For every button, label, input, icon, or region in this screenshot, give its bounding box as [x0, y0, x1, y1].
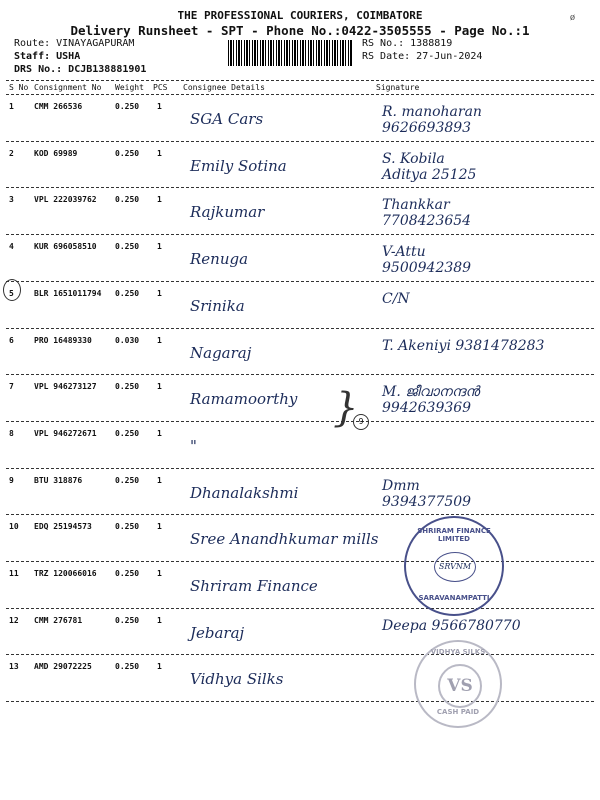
row-pcs: 1	[157, 522, 162, 532]
row-pcs: 1	[157, 288, 162, 298]
row-divider	[6, 281, 594, 282]
row-weight: 0.250	[115, 522, 140, 532]
stamp-text-center: SRVNM	[434, 552, 476, 582]
row-signature: T. Akeniyi 9381478283	[382, 337, 545, 354]
col-header-weight: Weight	[115, 83, 144, 92]
row-consignee: Ramamoorthy	[190, 390, 298, 409]
row-consignee: Sree Anandhkumar mills	[190, 530, 379, 549]
col-header-pcs: PCS	[153, 83, 168, 92]
row-consignee: SGA Cars	[190, 110, 264, 128]
row-consignment-no: CMM 276781	[34, 615, 83, 625]
row-signature-extra: 9626693893	[382, 120, 472, 136]
row-weight: 0.250	[115, 102, 140, 111]
row-pcs: 1	[157, 382, 162, 392]
rs-number: RS No.: 1388819	[362, 38, 453, 49]
row-sno: 1	[9, 102, 14, 111]
rs-date: RS Date: 27-Jun-2024	[362, 51, 483, 62]
row-consignment-no: AMD 29072225	[34, 662, 92, 672]
staff-text: Staff: USHA	[14, 51, 81, 62]
row-divider	[6, 374, 594, 375]
row-weight: 0.250	[115, 195, 140, 205]
row-weight: 0.250	[115, 242, 140, 252]
row-pcs: 1	[157, 335, 162, 345]
stamp-text-top: SHRIRAM FINANCE LIMITED	[417, 527, 491, 543]
row-pcs: 1	[157, 615, 162, 625]
row-weight: 0.250	[115, 569, 140, 578]
row-weight: 0.250	[115, 428, 140, 438]
col-header-sno: S No	[9, 83, 29, 92]
row-divider	[6, 328, 594, 329]
row-weight: 0.250	[115, 662, 140, 672]
route-text: Route: VINAYAGAPURAM	[14, 38, 135, 49]
row-sno: 2	[9, 148, 14, 158]
row-consignee: "	[190, 436, 197, 455]
corner-mark: ø	[570, 12, 575, 23]
row-consignment-no: VPL 946272671	[34, 428, 97, 438]
row-sno: 6	[9, 335, 14, 345]
row-consignee: Rajkumar	[190, 203, 265, 222]
row-signature: M. ജീവാനന്ദൻ	[382, 384, 480, 401]
row-sno: 13	[9, 662, 19, 672]
row-pcs: 1	[157, 475, 162, 485]
row-weight: 0.030	[115, 335, 140, 345]
row-divider	[6, 654, 594, 655]
row-consignment-no: BLR 1651011794	[34, 288, 102, 298]
stamp-logo: VS	[438, 664, 482, 708]
stamp-text-top: VIDHYA SILKS	[430, 648, 486, 656]
row-sno: 5	[9, 288, 14, 298]
row-sno: 3	[9, 195, 14, 205]
row-sno: 4	[9, 242, 14, 252]
row-consignee: Jebaraj	[190, 623, 245, 642]
row-signature-extra: 9394377509	[382, 493, 472, 510]
row-pcs: 1	[157, 662, 162, 672]
row-pcs: 1	[157, 148, 162, 158]
row-divider	[6, 608, 594, 609]
row-consignment-no: VPL 222039762	[34, 195, 97, 205]
row-signature-extra: 7708423654	[382, 213, 472, 230]
row-weight: 0.250	[115, 148, 140, 158]
row-sno: 9	[9, 475, 14, 485]
row7-8-circle-mark: 9	[353, 414, 369, 430]
runsheet-subtitle: Delivery Runsheet - SPT - Phone No.:0422-3505555 - Page No.:1	[70, 23, 530, 38]
row-consignment-no: PRO 16489330	[34, 335, 92, 345]
row-weight: 0.250	[115, 382, 140, 392]
row-signature: Thankkar	[382, 197, 450, 214]
drs-number: DRS No.: DCJB138881901	[14, 64, 147, 75]
row-weight: 0.250	[115, 475, 140, 485]
row-divider	[6, 701, 594, 702]
row-signature: Deepa 9566780770	[382, 617, 521, 634]
row-sno: 8	[9, 428, 14, 438]
brace-mark: }	[333, 385, 359, 431]
row-signature: V-Attu	[382, 244, 426, 261]
row5-circle-mark	[3, 279, 21, 301]
vidhya-silks-stamp	[414, 640, 502, 728]
row-sno: 10	[9, 522, 19, 532]
row-sno: 7	[9, 382, 14, 392]
row-consignee: Emily Sotina	[190, 156, 287, 175]
row-divider	[6, 468, 594, 469]
row-pcs: 1	[157, 428, 162, 438]
row-consignee: Shriram Finance	[190, 577, 318, 595]
row-signature-extra: 9500942389	[382, 260, 472, 277]
row-signature: Dmm	[382, 477, 420, 494]
row-sno: 12	[9, 615, 19, 625]
row-consignee: Srinika	[190, 296, 245, 315]
col-header-consignee: Consignee Details	[183, 83, 265, 92]
company-title: THE PROFESSIONAL COURIERS, COIMBATORE	[177, 9, 423, 22]
row-signature-extra: Aditya 25125	[382, 166, 477, 183]
col-header-consignment: Consignment No	[34, 83, 102, 92]
row-consignment-no: KUR 696058510	[34, 242, 97, 252]
row-divider	[6, 234, 594, 235]
row-consignment-no: BTU 318876	[34, 475, 83, 485]
row-signature: S. Kobila	[382, 150, 445, 167]
barcode	[228, 40, 352, 66]
row-weight: 0.250	[115, 288, 140, 298]
row-consignment-no: CMM 266536	[34, 102, 83, 111]
stamp-text-bottom: CASH PAID	[436, 708, 480, 716]
row-weight: 0.250	[115, 615, 140, 625]
stamp-text-bottom: SARAVANAMPATTI	[418, 594, 490, 602]
row-divider	[6, 187, 594, 188]
row-sno: 11	[9, 569, 19, 578]
row-consignee: Vidhya Silks	[190, 670, 284, 689]
row-consignee: Nagaraj	[190, 343, 252, 362]
row-signature-extra: 9942639369	[382, 400, 472, 417]
header-rule-bottom	[6, 94, 594, 95]
row-divider	[6, 141, 594, 142]
row-consignment-no: KOD 69989	[34, 148, 78, 158]
row-consignee: Renuga	[190, 250, 249, 269]
row-consignment-no: EDQ 25194573	[34, 522, 92, 532]
row-signature: C/N	[382, 290, 410, 307]
col-header-signature: Signature	[376, 83, 420, 92]
row-divider	[6, 421, 594, 422]
header-rule-top	[6, 80, 594, 81]
row-consignment-no: TRZ 120066016	[34, 569, 97, 578]
row-signature: R. manoharan	[382, 104, 482, 120]
row-consignee: Dhanalakshmi	[190, 483, 299, 502]
row-pcs: 1	[157, 102, 162, 111]
row-pcs: 1	[157, 569, 162, 578]
row-pcs: 1	[157, 195, 162, 205]
row-consignment-no: VPL 946273127	[34, 382, 97, 392]
row-divider	[6, 514, 594, 515]
row-divider	[6, 561, 594, 562]
shriram-finance-stamp	[404, 516, 504, 616]
row-pcs: 1	[157, 242, 162, 252]
